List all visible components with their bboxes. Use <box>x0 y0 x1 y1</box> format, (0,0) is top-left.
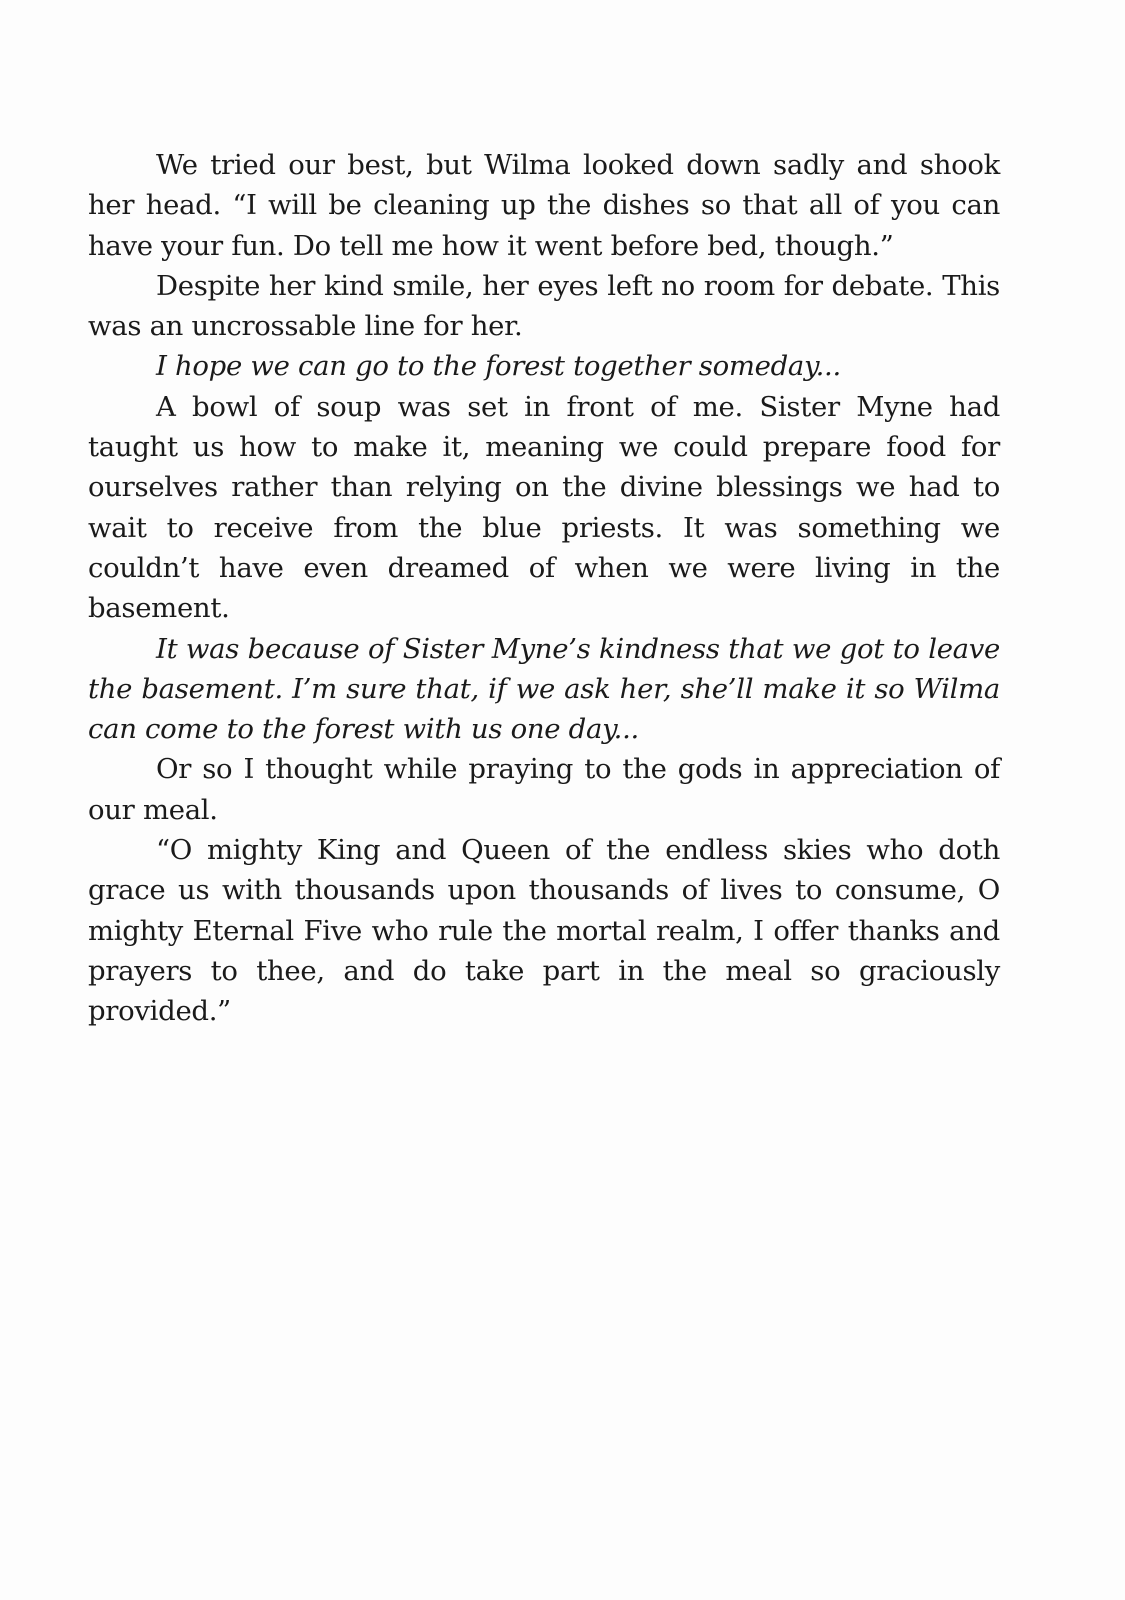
body-text <box>88 145 1000 1032</box>
paragraph: We tried our best, but Wilma looked down sadly and shook her head. “I will be cleaning up the dishes so that all of you can have your fun. Do tell me how it went before bed, though.” <box>88 149 1000 262</box>
paragraph: Despite her kind smile, her eyes left no room for debate. This was an uncrossable line for her. <box>88 269 1000 343</box>
paragraph: Or so I thought while praying to the gods in appreciation of our meal. <box>88 753 1000 826</box>
prayer-paragraph: “O mighty King and Queen of the endless skies who doth grace us with thousands upon thousands of lives to consume, O mighty Eternal Five who rule the mortal realm, I offer thanks and prayers to thee, and do take part in the meal so graciously provided.” <box>88 834 1000 1028</box>
paragraph: A bowl of soup was set in front of me. Sister Myne had taught us how to make it, meaning we could prepare food for ourselves rather than relying on the divine blessings we had to wait to receive from the blue priests. It was something we couldn’t have even dreamed of when we were living in the basement. <box>88 390 1000 625</box>
italic-thought-paragraph: It was because of Sister Myne’s kindness that we got to leave the basement. I’m sure that, if we ask her, she’ll make it so Wilma can come to the forest with us one day... <box>88 632 1000 746</box>
italic-thought-paragraph: I hope we can go to the forest together someday... <box>156 350 841 383</box>
